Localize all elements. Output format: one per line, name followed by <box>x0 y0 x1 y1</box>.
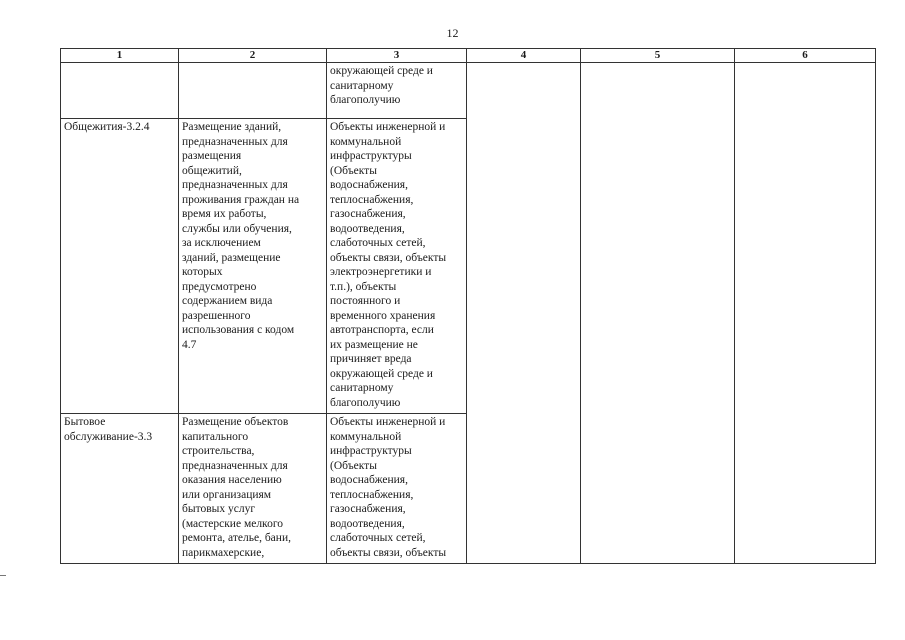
document-table-wrapper <box>60 48 876 564</box>
cell-auxiliary-objects: Объекты инженерной и коммунальной инфраструктуры (Объекты водоснабжения, теплоснабжения, газоснабжения, водоотведения, слаботочных сетей, объекты связи, объекты <box>327 414 467 564</box>
document-table <box>60 48 876 564</box>
column-header-2: 2 <box>179 49 327 63</box>
cell-use-description: Размещение зданий, предназначенных для размещения общежитий, предназначенных для проживания граждан на время их работы, службы или обучения, за исключением зданий, размещение которых предусмотрено содержанием вида разрешенного использования с кодом 4.7 <box>179 119 327 414</box>
cell-auxiliary-objects: Объекты инженерной и коммунальной инфраструктуры (Объекты водоснабжения, теплоснабжения, газоснабжения, водоотведения, слаботочных сетей, объекты связи, объекты электроэнергетики и т.п.), объекты постоянного и временного хранения автотранспорта, если их размещение не причиняет вреда окружающей среде и санитарному благополучию <box>327 119 467 414</box>
cell-column-5 <box>581 63 735 564</box>
column-header-4: 4 <box>467 49 581 63</box>
column-header-5: 5 <box>581 49 735 63</box>
column-header-6: 6 <box>735 49 876 63</box>
cell-use-name: Общежития-3.2.4 <box>61 119 179 414</box>
cell-use-description: Размещение объектов капитального строительства, предназначенных для оказания населению или организациям бытовых услуг (мастерские мелкого ремонта, ателье, бани, парикмахерские, <box>179 414 327 564</box>
table-header-row <box>61 49 876 63</box>
cell-use-name <box>61 63 179 119</box>
cell-use-name: Бытовое обслуживание-3.3 <box>61 414 179 564</box>
cell-auxiliary-objects: окружающей среде и санитарному благополучию <box>327 63 467 119</box>
cell-use-description <box>179 63 327 119</box>
cell-column-6 <box>735 63 876 564</box>
column-header-3: 3 <box>327 49 467 63</box>
margin-mark <box>0 575 6 576</box>
column-header-1: 1 <box>61 49 179 63</box>
cell-column-4 <box>467 63 581 564</box>
table-row <box>61 63 876 119</box>
page-number: 12 <box>446 26 459 40</box>
